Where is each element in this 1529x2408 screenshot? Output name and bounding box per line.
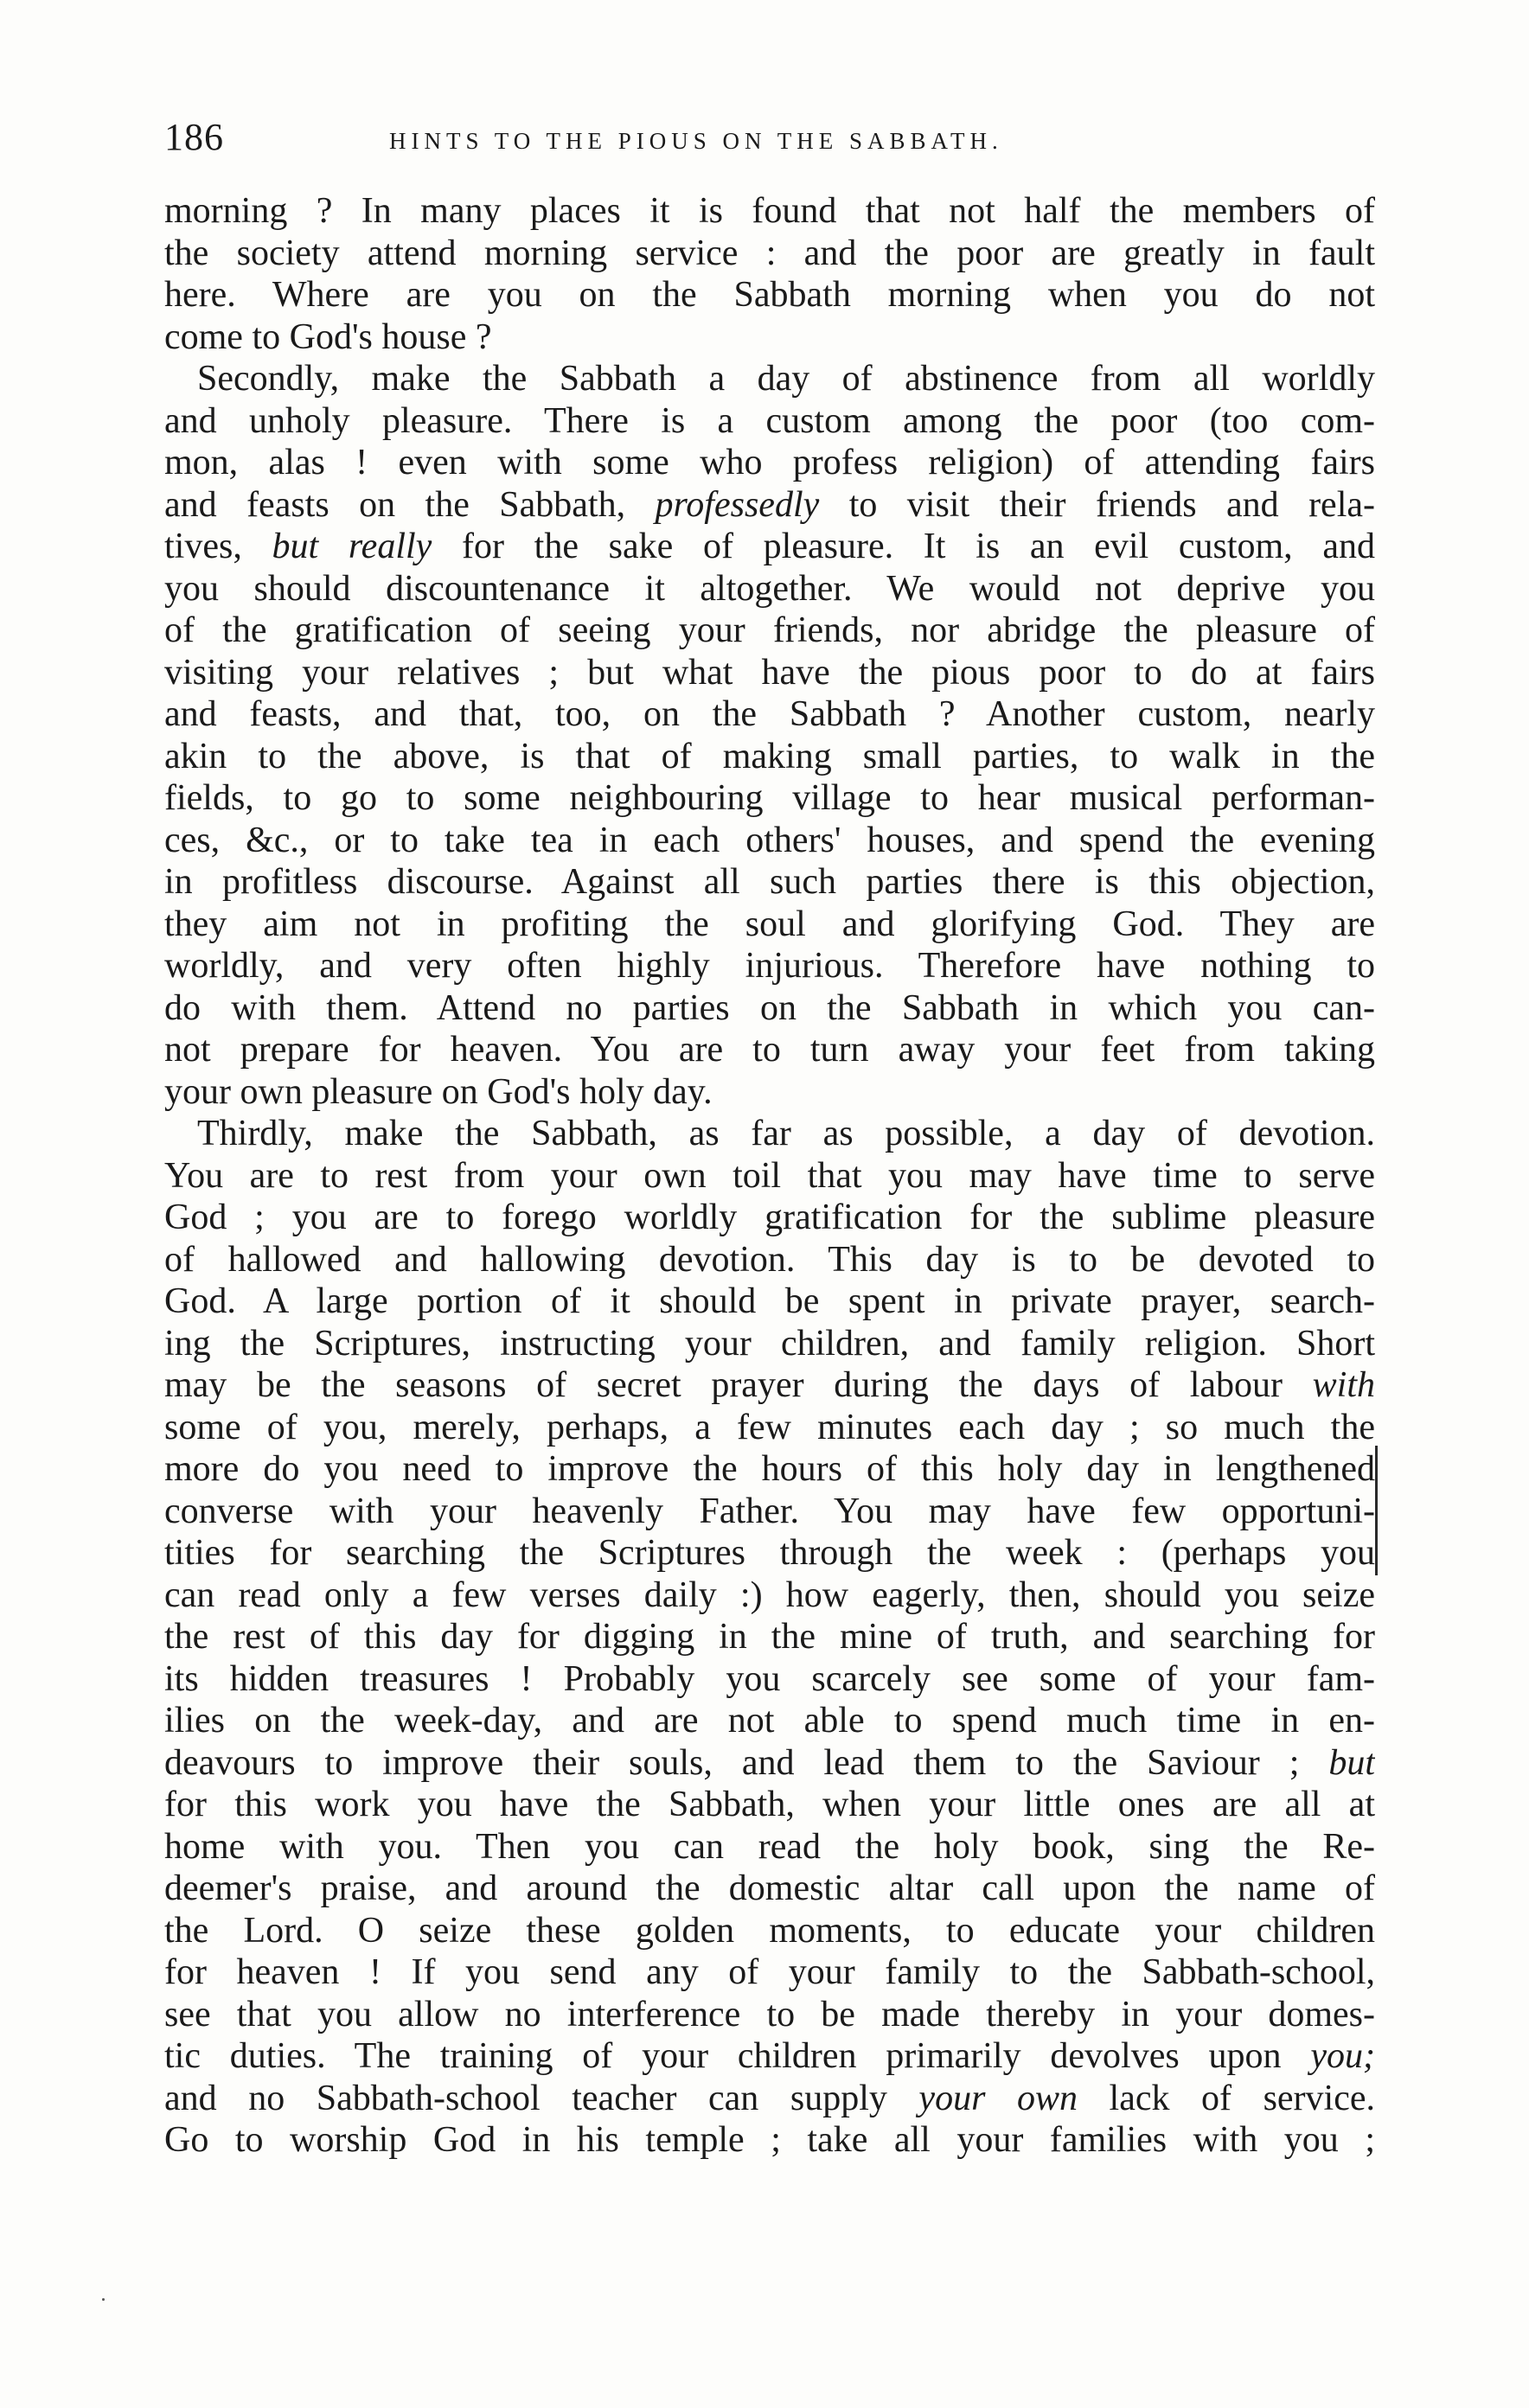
- text-line: the rest of this day for digging in the mine of truth, and searching for: [164, 1617, 1375, 1657]
- text-line: visiting your relatives ; but what have the pious poor to do at fairs: [164, 652, 1375, 693]
- text-line: your own pleasure on God's holy day.: [164, 1071, 713, 1112]
- text-line: its hidden treasures ! Probably you scarcely see some of your fam-: [164, 1658, 1375, 1699]
- page-edge-mark: [1375, 1446, 1378, 1575]
- body-text: [164, 190, 1375, 2162]
- text-line: for heaven ! If you send any of your family to the Sabbath-school,: [164, 1952, 1375, 1992]
- paper-speck: [102, 2298, 105, 2301]
- text-line: they aim not in profiting the soul and glorifying God. They are: [164, 904, 1375, 944]
- text-line: [164, 1742, 1375, 1785]
- text-line: ces, &c., or to take tea in each others' houses, and spend the evening: [164, 820, 1375, 860]
- text-line: the society attend morning service : and the poor are greatly in fault: [164, 233, 1375, 273]
- italic-emphasis: you;: [1310, 2036, 1375, 2076]
- text-run: to visit their friends and rela-: [819, 484, 1375, 525]
- text-run: deavours to improve their souls, and lead them to the Saviour ;: [164, 1742, 1329, 1783]
- text-run: for the sake of pleasure. It is an evil custom, and: [432, 527, 1375, 566]
- text-line: for this work you have the Sabbath, when your little ones are all at: [164, 1785, 1375, 1824]
- text-line: deemer's praise, and around the domestic altar call upon the name of: [164, 1868, 1375, 1908]
- text-line: some of you, merely, perhaps, a few minutes each day ; so much the: [164, 1407, 1375, 1447]
- text-run: may be the seasons of secret prayer during the days of labour: [164, 1365, 1313, 1405]
- text-line: converse with your heavenly Father. You may have few opportuni-: [164, 1491, 1375, 1531]
- text-line: do with them. Attend no parties on the Sabbath in which you can-: [164, 987, 1375, 1028]
- text-line: of hallowed and hallowing devotion. This day is to be devoted to: [164, 1239, 1375, 1280]
- text-line: mon, alas ! even with some who profess religion) of attending fairs: [164, 443, 1375, 482]
- text-line: [164, 484, 1375, 527]
- running-title: HINTS TO THE PIOUS ON THE SABBATH.: [389, 128, 1003, 154]
- text-run: tives,: [164, 527, 272, 566]
- italic-emphasis: your own: [918, 2078, 1078, 2118]
- text-line: here. Where are you on the Sabbath morning when you do not: [164, 275, 1375, 315]
- text-line: you should discountenance it altogether. We would not deprive you: [164, 568, 1375, 609]
- italic-emphasis: but: [1328, 1742, 1375, 1783]
- italic-emphasis: with: [1312, 1365, 1375, 1405]
- text-line: Thirdly, make the Sabbath, as far as possible, a day of devotion.: [197, 1114, 1375, 1153]
- text-line: the Lord. O seize these golden moments, to educate your children: [164, 1910, 1375, 1951]
- text-run: tic duties. The training of your children primarily devolves upon: [164, 2036, 1311, 2076]
- text-line: home with you. Then you can read the holy book, sing the Re-: [164, 1826, 1375, 1867]
- text-line: [164, 2078, 1375, 2120]
- text-line: can read only a few verses daily :) how eagerly, then, should you seize: [164, 1574, 1375, 1615]
- text-line: morning ? In many places it is found that not half the members of: [164, 191, 1375, 231]
- text-line: [164, 2035, 1375, 2078]
- text-line: Go to worship God in his temple ; take all your families with you ;: [164, 2120, 1375, 2160]
- text-line: God. A large portion of it should be spent in private prayer, search-: [164, 1281, 1375, 1321]
- text-line: come to God's house ?: [164, 316, 492, 357]
- text-line: in profitless discourse. Against all such parties there is this objection,: [164, 862, 1375, 902]
- text-line: [164, 1364, 1375, 1407]
- italic-emphasis: but really: [272, 527, 432, 566]
- italic-emphasis: professedly: [655, 484, 820, 525]
- text-run: lack of service.: [1077, 2078, 1375, 2118]
- text-run: and feasts on the Sabbath,: [164, 484, 656, 525]
- text-line: fields, to go to some neighbouring village to hear musical performan-: [164, 778, 1375, 818]
- text-line: God ; you are to forego worldly gratification for the sublime pleasure: [164, 1198, 1375, 1237]
- text-line: Secondly, make the Sabbath a day of abstinence from all worldly: [197, 359, 1375, 399]
- running-head: [164, 115, 1375, 167]
- text-run: and no Sabbath-school teacher can supply: [164, 2078, 919, 2118]
- text-line: ilies on the week-day, and are not able to spend much time in en-: [164, 1701, 1375, 1741]
- text-line: [164, 526, 1375, 568]
- page-number: 186: [164, 116, 224, 158]
- text-line: tities for searching the Scriptures through the week : (perhaps you: [164, 1533, 1375, 1573]
- text-line: of the gratification of seeing your friends, nor abridge the pleasure of: [164, 610, 1375, 650]
- text-line: You are to rest from your own toil that you may have time to serve: [164, 1155, 1375, 1196]
- text-line: more do you need to improve the hours of this holy day in lengthened: [164, 1449, 1375, 1489]
- text-line: akin to the above, is that of making small parties, to walk in the: [164, 736, 1375, 776]
- text-line: not prepare for heaven. You are to turn away your feet from taking: [164, 1030, 1375, 1070]
- text-line: see that you allow no interference to be made thereby in your domes-: [164, 1994, 1375, 2034]
- text-line: and unholy pleasure. There is a custom among the poor (too com-: [164, 400, 1375, 441]
- text-line: ing the Scriptures, instructing your children, and family religion. Short: [164, 1323, 1375, 1364]
- text-line: worldly, and very often highly injurious. Therefore have nothing to: [164, 946, 1375, 986]
- text-line: and feasts, and that, too, on the Sabbath ? Another custom, nearly: [164, 694, 1375, 734]
